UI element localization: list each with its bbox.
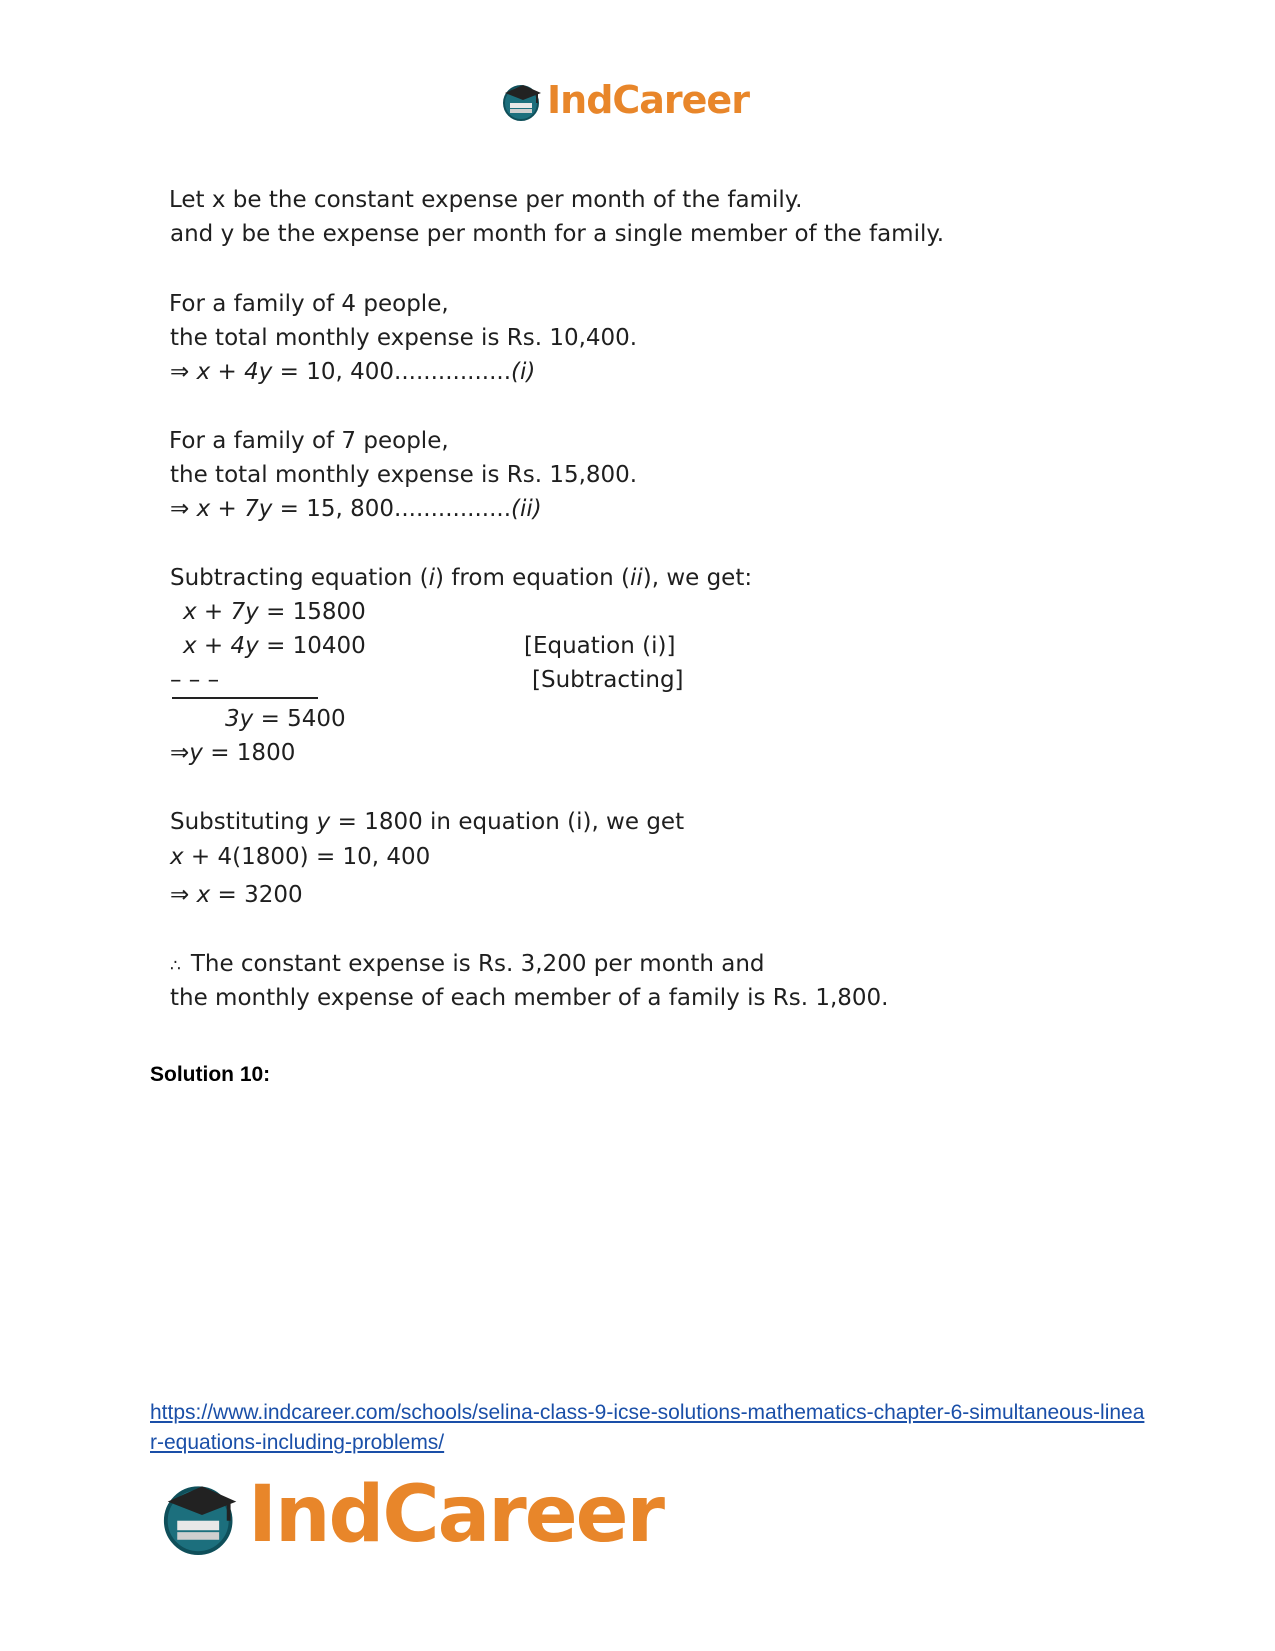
- logo-text: IndCareer: [547, 78, 749, 122]
- case1-equation: [170, 358, 535, 386]
- graduation-cap-icon: [160, 1475, 244, 1555]
- subtraction-intro: [170, 564, 752, 592]
- equation-ref: i: [428, 565, 436, 591]
- text: ), we get:: [642, 565, 753, 591]
- text: Substituting: [170, 809, 317, 835]
- subtraction-result-2: [170, 739, 295, 767]
- subtraction-signs: – – –: [170, 667, 220, 693]
- equation-rhs: = 15, 800................: [279, 496, 512, 522]
- intro-line-1: Let x be the constant expense per month of the family.: [169, 187, 803, 213]
- logo-text: IndCareer: [248, 1470, 663, 1560]
- solution-heading: Solution 10:: [150, 1063, 271, 1086]
- header-logo: [501, 78, 749, 122]
- equation-tag: (i): [511, 359, 536, 385]
- equation-lhs: y: [189, 740, 203, 766]
- conclusion-line-2: the monthly expense of each member of a family is Rs. 1,800.: [170, 985, 889, 1011]
- conclusion-line-1: [170, 950, 765, 980]
- equation-tag: (ii): [511, 496, 542, 522]
- substitution-equation-1: [170, 843, 430, 871]
- equation-lhs: 3y: [225, 706, 254, 732]
- subtraction-rule: [172, 697, 318, 699]
- source-link[interactable]: https://www.indcareer.com/schools/selina-class-9-icse-solutions-mathematics-chapter-6-simultaneous-linear-equations-including-problems/: [150, 1401, 1145, 1454]
- text: ) from equation (: [435, 565, 630, 591]
- implies-symbol: ⇒: [170, 882, 190, 908]
- equation-lhs: x + 4y: [183, 633, 259, 659]
- variable: y: [316, 809, 331, 835]
- equation-lhs: x: [196, 882, 211, 908]
- equation-ref: ii: [629, 565, 643, 591]
- equation-rhs: + 4(1800) = 10, 400: [183, 844, 431, 870]
- equation-rhs: = 15800: [266, 599, 366, 625]
- subtraction-result-1: [225, 705, 346, 733]
- text: = 1800 in equation (i), we get: [330, 809, 685, 835]
- substitution-intro: [170, 808, 684, 836]
- subtracting-note: [Subtracting]: [532, 667, 684, 693]
- equation-lhs: x + 7y: [183, 599, 259, 625]
- intro-line-2: and y be the expense per month for a single member of the family.: [170, 221, 945, 247]
- equation-rhs: = 5400: [260, 706, 346, 732]
- substitution-equation-2: [170, 881, 303, 909]
- case2-line-2: the total monthly expense is Rs. 15,800.: [170, 462, 638, 488]
- implies-symbol: ⇒: [170, 496, 190, 522]
- equation-rhs: = 10, 400................: [279, 359, 512, 385]
- therefore-symbol: ∴: [170, 956, 181, 976]
- equation-note: [Equation (i)]: [524, 633, 676, 659]
- equation-lhs: x + 4y: [196, 359, 273, 385]
- case2-line-1: For a family of 7 people,: [169, 428, 449, 454]
- subtraction-row-1: [183, 598, 366, 626]
- equation-lhs: x + 7y: [196, 496, 273, 522]
- subtraction-row-2: [183, 632, 366, 660]
- equation-rhs: = 10400: [266, 633, 366, 659]
- equation-rhs: = 3200: [217, 882, 303, 908]
- case1-line-1: For a family of 4 people,: [169, 291, 449, 317]
- text: Subtracting equation (: [170, 565, 429, 591]
- case1-line-2: the total monthly expense is Rs. 10,400.: [170, 325, 638, 351]
- text: The constant expense is Rs. 3,200 per month and: [190, 951, 765, 977]
- implies-symbol: ⇒: [170, 359, 190, 385]
- graduation-cap-icon: [501, 79, 545, 121]
- footer-logo: [160, 1470, 663, 1560]
- case2-equation: [170, 495, 542, 523]
- implies-symbol: ⇒: [170, 740, 190, 766]
- equation-rhs: = 1800: [210, 740, 296, 766]
- equation-lhs: x: [170, 844, 184, 870]
